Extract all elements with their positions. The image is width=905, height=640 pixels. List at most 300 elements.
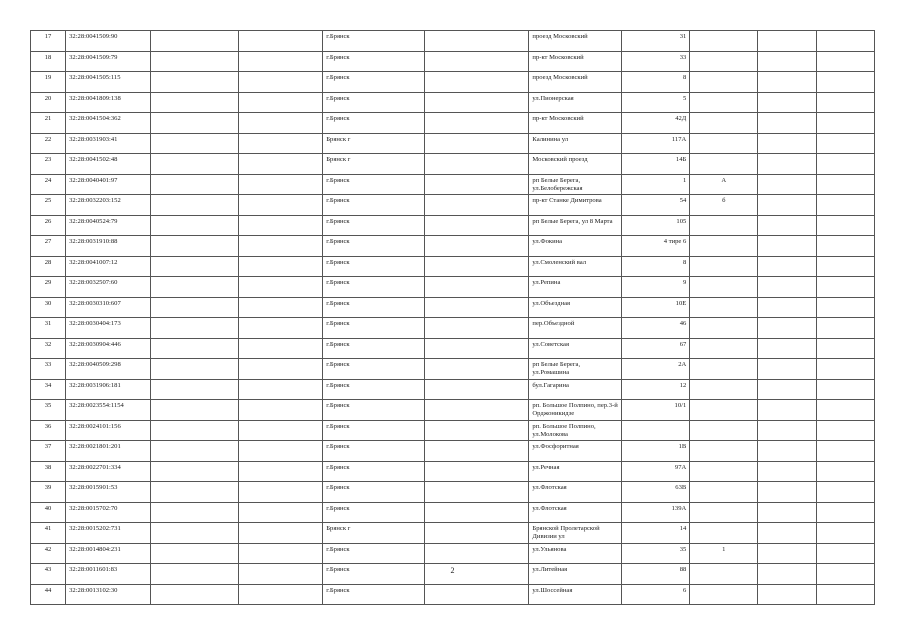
street-cell: бул.Гагарина xyxy=(529,379,622,400)
building-cell xyxy=(690,461,758,482)
table-body xyxy=(31,31,875,605)
empty-cell xyxy=(239,502,323,523)
cadastral-number-cell: 32:28:0040524:79 xyxy=(66,215,151,236)
row-number-cell: 32 xyxy=(31,338,66,359)
empty-cell xyxy=(151,297,239,318)
page-number: 2 xyxy=(450,566,455,575)
building-cell xyxy=(690,72,758,93)
building-cell xyxy=(690,51,758,72)
apartment-cell xyxy=(817,318,875,339)
street-cell: пр-кт Московский xyxy=(529,113,622,134)
house-number-cell: 2А xyxy=(622,359,690,380)
row-number-cell: 34 xyxy=(31,379,66,400)
empty-cell xyxy=(425,92,529,113)
empty-cell xyxy=(151,379,239,400)
empty-cell xyxy=(239,277,323,298)
empty-cell xyxy=(151,461,239,482)
house-number-cell: 88 xyxy=(622,564,690,585)
building-cell xyxy=(690,277,758,298)
table-row xyxy=(31,338,875,359)
building-cell xyxy=(690,441,758,462)
house-number-cell: 35 xyxy=(622,543,690,564)
empty-cell xyxy=(239,297,323,318)
empty-cell xyxy=(239,236,323,257)
table-row xyxy=(31,195,875,216)
apartment-cell xyxy=(817,441,875,462)
city-cell: г.Брянск xyxy=(323,72,425,93)
empty-cell xyxy=(239,461,323,482)
apartment-cell xyxy=(817,195,875,216)
empty-cell xyxy=(239,174,323,195)
empty-cell xyxy=(425,359,529,380)
cadastral-number-cell: 32:28:0030904:446 xyxy=(66,338,151,359)
row-number-cell: 31 xyxy=(31,318,66,339)
empty-cell xyxy=(239,256,323,277)
street-cell: ул.Советская xyxy=(529,338,622,359)
empty-cell xyxy=(425,338,529,359)
cadastral-number-cell: 32:28:0041509:90 xyxy=(66,31,151,52)
apartment-cell xyxy=(817,543,875,564)
street-cell: Брянской Пролетарской Дивизии ул xyxy=(529,523,622,544)
row-number-cell: 17 xyxy=(31,31,66,52)
row-number-cell: 25 xyxy=(31,195,66,216)
table-row xyxy=(31,584,875,605)
table-row xyxy=(31,523,875,544)
empty-cell xyxy=(425,400,529,421)
apartment-cell xyxy=(817,236,875,257)
city-cell: г.Брянск xyxy=(323,51,425,72)
street-cell: пр-кт Московский xyxy=(529,51,622,72)
building-cell xyxy=(690,502,758,523)
cadastral-number-cell: 32:28:0024101:156 xyxy=(66,420,151,441)
apartment-cell xyxy=(817,379,875,400)
empty-cell xyxy=(239,543,323,564)
empty-cell xyxy=(758,195,817,216)
cadastral-number-cell: 32:28:0013102:30 xyxy=(66,584,151,605)
empty-cell xyxy=(151,174,239,195)
empty-cell xyxy=(758,502,817,523)
building-cell xyxy=(690,133,758,154)
empty-cell xyxy=(151,215,239,236)
table-row xyxy=(31,92,875,113)
house-number-cell: 1 xyxy=(622,174,690,195)
table-row xyxy=(31,31,875,52)
apartment-cell xyxy=(817,133,875,154)
empty-cell xyxy=(425,277,529,298)
empty-cell xyxy=(151,584,239,605)
house-number-cell: 42Д xyxy=(622,113,690,134)
street-cell: Московский проезд xyxy=(529,154,622,175)
empty-cell xyxy=(758,359,817,380)
empty-cell xyxy=(425,543,529,564)
cadastral-number-cell: 32:28:0031903:41 xyxy=(66,133,151,154)
empty-cell xyxy=(425,113,529,134)
cadastral-number-cell: 32:28:0011601:83 xyxy=(66,564,151,585)
empty-cell xyxy=(425,441,529,462)
row-number-cell: 37 xyxy=(31,441,66,462)
cadastral-number-cell: 32:28:0030404:173 xyxy=(66,318,151,339)
building-cell: А xyxy=(690,174,758,195)
street-cell: ул.Речная xyxy=(529,461,622,482)
table-row xyxy=(31,359,875,380)
building-cell xyxy=(690,215,758,236)
empty-cell xyxy=(758,133,817,154)
empty-cell xyxy=(151,400,239,421)
street-cell: ул.Репина xyxy=(529,277,622,298)
row-number-cell: 35 xyxy=(31,400,66,421)
empty-cell xyxy=(425,215,529,236)
empty-cell xyxy=(758,72,817,93)
empty-cell xyxy=(151,92,239,113)
building-cell xyxy=(690,338,758,359)
apartment-cell xyxy=(817,338,875,359)
empty-cell xyxy=(758,215,817,236)
apartment-cell xyxy=(817,72,875,93)
empty-cell xyxy=(758,256,817,277)
row-number-cell: 30 xyxy=(31,297,66,318)
street-cell: рп. Большое Полпино, пер.3-й Орджоникидзе xyxy=(529,400,622,421)
empty-cell xyxy=(425,502,529,523)
empty-cell xyxy=(758,154,817,175)
building-cell xyxy=(690,420,758,441)
empty-cell xyxy=(425,482,529,503)
street-cell: пер.Объездной xyxy=(529,318,622,339)
empty-cell xyxy=(758,400,817,421)
city-cell: г.Брянск xyxy=(323,400,425,421)
city-cell: г.Брянск xyxy=(323,441,425,462)
row-number-cell: 38 xyxy=(31,461,66,482)
building-cell xyxy=(690,379,758,400)
empty-cell xyxy=(425,584,529,605)
row-number-cell: 40 xyxy=(31,502,66,523)
empty-cell xyxy=(239,318,323,339)
table-row xyxy=(31,51,875,72)
cadastral-number-cell: 32:28:0030310:607 xyxy=(66,297,151,318)
row-number-cell: 33 xyxy=(31,359,66,380)
building-cell xyxy=(690,297,758,318)
house-number-cell: 8 xyxy=(622,72,690,93)
cadastral-number-cell: 32:28:0032203:152 xyxy=(66,195,151,216)
house-number-cell: 54 xyxy=(622,195,690,216)
building-cell xyxy=(690,256,758,277)
empty-cell xyxy=(425,379,529,400)
building-cell xyxy=(690,584,758,605)
street-cell: рп Белые Берега, ул.Ромашина xyxy=(529,359,622,380)
empty-cell xyxy=(151,338,239,359)
house-number-cell xyxy=(622,420,690,441)
street-cell: рп Белые Берега, ул.Белобережская xyxy=(529,174,622,195)
cadastral-number-cell: 32:28:0041502:48 xyxy=(66,154,151,175)
empty-cell xyxy=(151,543,239,564)
cadastral-number-cell: 32:28:0041509:79 xyxy=(66,51,151,72)
building-cell: 1 xyxy=(690,543,758,564)
apartment-cell xyxy=(817,256,875,277)
street-cell: ул.Объездная xyxy=(529,297,622,318)
house-number-cell: 63В xyxy=(622,482,690,503)
apartment-cell xyxy=(817,31,875,52)
row-number-cell: 39 xyxy=(31,482,66,503)
cadastral-number-cell: 32:28:0040401:97 xyxy=(66,174,151,195)
building-cell xyxy=(690,359,758,380)
house-number-cell: 117А xyxy=(622,133,690,154)
apartment-cell xyxy=(817,174,875,195)
empty-cell xyxy=(758,174,817,195)
empty-cell xyxy=(425,72,529,93)
table-row xyxy=(31,502,875,523)
empty-cell xyxy=(239,584,323,605)
empty-cell xyxy=(758,379,817,400)
empty-cell xyxy=(425,154,529,175)
street-cell: ул.Литейная xyxy=(529,564,622,585)
empty-cell xyxy=(758,420,817,441)
cadastral-number-cell: 32:28:0032507:60 xyxy=(66,277,151,298)
cadastral-number-cell: 32:28:0015702:70 xyxy=(66,502,151,523)
table-row xyxy=(31,133,875,154)
city-cell: г.Брянск xyxy=(323,318,425,339)
house-number-cell: 14 xyxy=(622,523,690,544)
apartment-cell xyxy=(817,297,875,318)
empty-cell xyxy=(151,236,239,257)
table-row xyxy=(31,297,875,318)
house-number-cell: 1В xyxy=(622,441,690,462)
table-row xyxy=(31,461,875,482)
city-cell: г.Брянск xyxy=(323,277,425,298)
row-number-cell: 18 xyxy=(31,51,66,72)
table-row xyxy=(31,543,875,564)
row-number-cell: 21 xyxy=(31,113,66,134)
empty-cell xyxy=(425,51,529,72)
empty-cell xyxy=(151,154,239,175)
empty-cell xyxy=(151,277,239,298)
empty-cell xyxy=(758,543,817,564)
city-cell: Брянск г xyxy=(323,523,425,544)
house-number-cell: 8 xyxy=(622,256,690,277)
empty-cell xyxy=(758,113,817,134)
house-number-cell: 67 xyxy=(622,338,690,359)
row-number-cell: 19 xyxy=(31,72,66,93)
row-number-cell: 20 xyxy=(31,92,66,113)
apartment-cell xyxy=(817,523,875,544)
house-number-cell: 5 xyxy=(622,92,690,113)
building-cell xyxy=(690,92,758,113)
house-number-cell: 31 xyxy=(622,31,690,52)
empty-cell xyxy=(151,359,239,380)
apartment-cell xyxy=(817,92,875,113)
apartment-cell xyxy=(817,113,875,134)
cadastral-number-cell: 32:28:0015901:53 xyxy=(66,482,151,503)
empty-cell xyxy=(758,584,817,605)
building-cell xyxy=(690,113,758,134)
street-cell: проезд Московский xyxy=(529,72,622,93)
empty-cell xyxy=(425,297,529,318)
empty-cell xyxy=(425,133,529,154)
empty-cell xyxy=(758,92,817,113)
city-cell: г.Брянск xyxy=(323,543,425,564)
building-cell xyxy=(690,31,758,52)
empty-cell xyxy=(758,461,817,482)
cadastral-number-cell: 32:28:0031906:181 xyxy=(66,379,151,400)
house-number-cell: 10Е xyxy=(622,297,690,318)
empty-cell xyxy=(425,31,529,52)
empty-cell xyxy=(239,51,323,72)
house-number-cell: 105 xyxy=(622,215,690,236)
street-cell: ул.Пионерская xyxy=(529,92,622,113)
table-row xyxy=(31,236,875,257)
cadastral-number-cell: 32:28:0021801:201 xyxy=(66,441,151,462)
cadastral-number-cell: 32:28:0023554:1154 xyxy=(66,400,151,421)
apartment-cell xyxy=(817,502,875,523)
city-cell: г.Брянск xyxy=(323,564,425,585)
city-cell: Брянск г xyxy=(323,154,425,175)
apartment-cell xyxy=(817,154,875,175)
table-row xyxy=(31,420,875,441)
table-row xyxy=(31,482,875,503)
street-cell: ул.Фокина xyxy=(529,236,622,257)
empty-cell xyxy=(239,154,323,175)
empty-cell xyxy=(151,502,239,523)
city-cell: г.Брянск xyxy=(323,195,425,216)
street-cell: рп Белые Берега, ул 8 Марта xyxy=(529,215,622,236)
empty-cell xyxy=(758,277,817,298)
cadastral-number-cell: 32:28:0014804:231 xyxy=(66,543,151,564)
house-number-cell: 97А xyxy=(622,461,690,482)
table-row xyxy=(31,379,875,400)
apartment-cell xyxy=(817,215,875,236)
city-cell: г.Брянск xyxy=(323,502,425,523)
row-number-cell: 27 xyxy=(31,236,66,257)
city-cell: г.Брянск xyxy=(323,584,425,605)
cadastral-number-cell: 32:28:0041809:138 xyxy=(66,92,151,113)
empty-cell xyxy=(151,318,239,339)
building-cell xyxy=(690,318,758,339)
city-cell: г.Брянск xyxy=(323,174,425,195)
table-row xyxy=(31,318,875,339)
house-number-cell: 14Б xyxy=(622,154,690,175)
building-cell xyxy=(690,400,758,421)
table-row xyxy=(31,256,875,277)
empty-cell xyxy=(425,523,529,544)
empty-cell xyxy=(758,523,817,544)
row-number-cell: 23 xyxy=(31,154,66,175)
empty-cell xyxy=(758,297,817,318)
building-cell xyxy=(690,154,758,175)
city-cell: г.Брянск xyxy=(323,297,425,318)
table-row xyxy=(31,174,875,195)
table-row xyxy=(31,277,875,298)
apartment-cell xyxy=(817,400,875,421)
street-cell: проезд Московский xyxy=(529,31,622,52)
table-row xyxy=(31,113,875,134)
row-number-cell: 24 xyxy=(31,174,66,195)
cadastral-number-cell: 32:28:0041505:115 xyxy=(66,72,151,93)
empty-cell xyxy=(239,441,323,462)
city-cell: г.Брянск xyxy=(323,359,425,380)
city-cell: г.Брянск xyxy=(323,113,425,134)
empty-cell xyxy=(758,318,817,339)
row-number-cell: 26 xyxy=(31,215,66,236)
house-number-cell: 46 xyxy=(622,318,690,339)
street-cell: пр-кт Станке Димитрова xyxy=(529,195,622,216)
empty-cell xyxy=(239,31,323,52)
empty-cell xyxy=(758,51,817,72)
apartment-cell xyxy=(817,461,875,482)
empty-cell xyxy=(151,113,239,134)
empty-cell xyxy=(239,379,323,400)
street-cell: ул.Фосфоритная xyxy=(529,441,622,462)
cadastral-number-cell: 32:28:0022701:334 xyxy=(66,461,151,482)
cadastral-number-cell: 32:28:0040509:298 xyxy=(66,359,151,380)
row-number-cell: 29 xyxy=(31,277,66,298)
cadastral-number-cell: 32:28:0031910:88 xyxy=(66,236,151,257)
empty-cell xyxy=(151,195,239,216)
empty-cell xyxy=(151,420,239,441)
table-row xyxy=(31,400,875,421)
empty-cell xyxy=(151,482,239,503)
cadastral-number-cell: 32:28:0041504:362 xyxy=(66,113,151,134)
empty-cell xyxy=(151,133,239,154)
empty-cell xyxy=(239,482,323,503)
empty-cell xyxy=(758,482,817,503)
empty-cell xyxy=(151,51,239,72)
empty-cell xyxy=(239,420,323,441)
street-cell: ул.Смоленский вал xyxy=(529,256,622,277)
street-cell: Калинина ул xyxy=(529,133,622,154)
row-number-cell: 22 xyxy=(31,133,66,154)
city-cell: г.Брянск xyxy=(323,236,425,257)
building-cell xyxy=(690,236,758,257)
row-number-cell: 42 xyxy=(31,543,66,564)
empty-cell xyxy=(239,92,323,113)
apartment-cell xyxy=(817,277,875,298)
building-cell xyxy=(690,482,758,503)
address-register-table xyxy=(30,30,875,605)
empty-cell xyxy=(151,31,239,52)
city-cell: г.Брянск xyxy=(323,420,425,441)
empty-cell xyxy=(425,195,529,216)
street-cell: ул.Флотская xyxy=(529,502,622,523)
empty-cell xyxy=(239,195,323,216)
empty-cell xyxy=(151,256,239,277)
apartment-cell xyxy=(817,482,875,503)
city-cell: г.Брянск xyxy=(323,338,425,359)
house-number-cell: 12 xyxy=(622,379,690,400)
empty-cell xyxy=(239,400,323,421)
apartment-cell xyxy=(817,420,875,441)
city-cell: г.Брянск xyxy=(323,256,425,277)
empty-cell xyxy=(239,523,323,544)
building-cell xyxy=(690,523,758,544)
house-number-cell: 33 xyxy=(622,51,690,72)
empty-cell xyxy=(239,113,323,134)
empty-cell xyxy=(239,215,323,236)
empty-cell xyxy=(758,31,817,52)
empty-cell xyxy=(425,174,529,195)
apartment-cell xyxy=(817,51,875,72)
empty-cell xyxy=(425,236,529,257)
city-cell: г.Брянск xyxy=(323,92,425,113)
apartment-cell xyxy=(817,584,875,605)
empty-cell xyxy=(425,420,529,441)
city-cell: г.Брянск xyxy=(323,31,425,52)
city-cell: г.Брянск xyxy=(323,215,425,236)
apartment-cell xyxy=(817,359,875,380)
empty-cell xyxy=(151,72,239,93)
row-number-cell: 36 xyxy=(31,420,66,441)
city-cell: г.Брянск xyxy=(323,461,425,482)
city-cell: Брянск г xyxy=(323,133,425,154)
empty-cell xyxy=(239,72,323,93)
empty-cell xyxy=(151,523,239,544)
